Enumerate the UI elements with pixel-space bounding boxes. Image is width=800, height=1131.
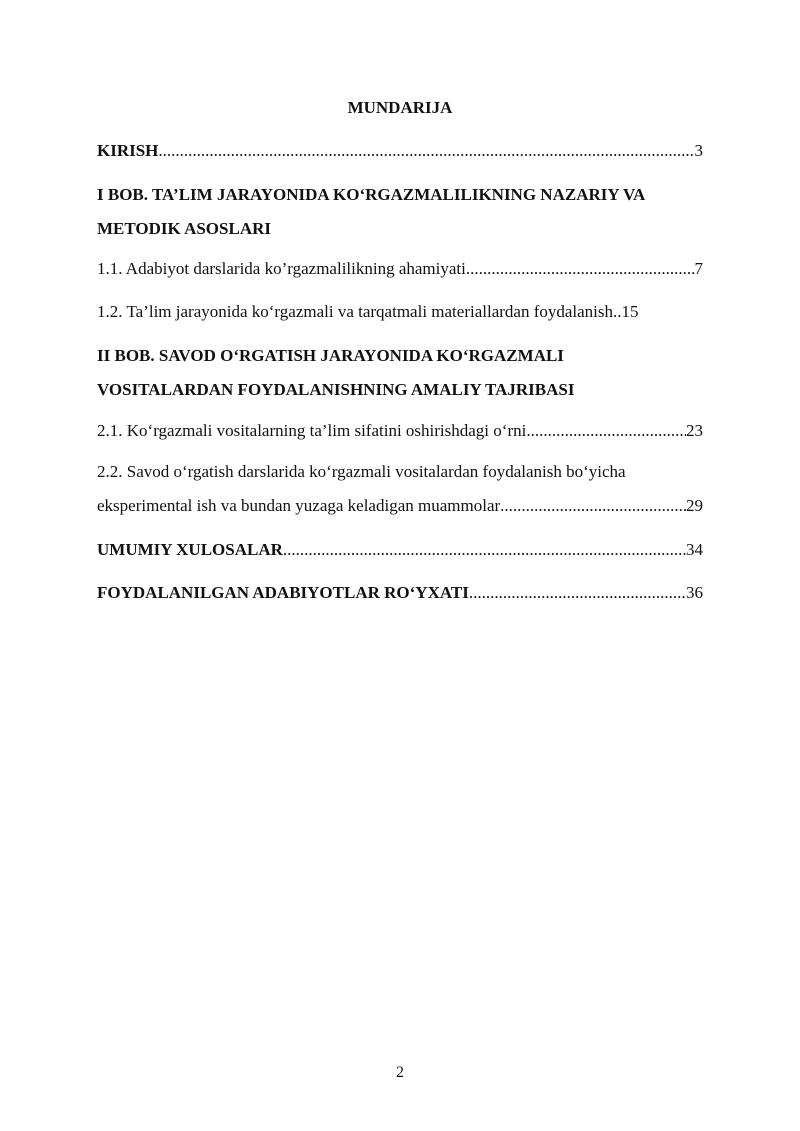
- toc-entry-conclusion[interactable]: [97, 540, 703, 564]
- dot-leader: [158, 141, 694, 161]
- toc-entry-label: 2.1. Ko‘rgazmali vositalarning ta’lim sifatini oshirishdagi o‘rni: [97, 421, 527, 440]
- toc-entry-page: 36: [686, 583, 703, 602]
- toc-entry-page: 34: [686, 540, 703, 559]
- toc-entry-kirish[interactable]: [97, 141, 703, 165]
- chapter-heading-line: II BOB. SAVOD O‘RGATISH JARAYONIDA KO‘RGAZMALI: [97, 346, 564, 365]
- toc-entry-2-2-line1[interactable]: [97, 462, 703, 482]
- page-title: MUNDARIJA: [347, 98, 453, 117]
- toc-entry-label: eksperimental ish va bundan yuzaga keladigan muammolar: [97, 496, 501, 515]
- toc-entry-label: FOYDALANILGAN ADABIYOTLAR RO‘YXATI: [97, 583, 469, 602]
- dot-leader: [283, 540, 686, 560]
- toc-entry-label: 1.1. Adabiyot darslarida ko’rgazmalilikning ahamiyati: [97, 259, 466, 278]
- toc-entry-1-1[interactable]: [97, 259, 703, 283]
- toc-chapter-2[interactable]: [97, 339, 703, 407]
- toc-entry-label: 2.2. Savod o‘rgatish darslarida ko‘rgazmali vositalardan foydalanish bo‘yicha: [97, 462, 626, 481]
- toc-entry-1-2[interactable]: [97, 302, 703, 322]
- chapter-heading-line: I BOB. TA’LIM JARAYONIDA KO‘RGAZMALILIKNING NAZARIY VA: [97, 185, 646, 204]
- toc-entry-2-1[interactable]: [97, 421, 703, 445]
- toc-entry-page: 23: [686, 421, 703, 440]
- toc-entry-page: 29: [686, 496, 703, 515]
- page-number: 2: [396, 1064, 404, 1081]
- dot-leader: [526, 421, 686, 441]
- toc-entry-label: KIRISH: [97, 141, 159, 160]
- toc-entry-references[interactable]: [97, 583, 703, 607]
- dot-leader: [500, 496, 686, 516]
- toc-entry-page: 3: [694, 141, 703, 160]
- chapter-heading-line: VOSITALARDAN FOYDALANISHNING AMALIY TAJRIBASI: [97, 380, 575, 399]
- toc-chapter-1[interactable]: [97, 178, 703, 246]
- toc-entry-2-2[interactable]: [97, 496, 703, 520]
- toc-entry-page: 7: [694, 259, 703, 278]
- dot-leader: [469, 583, 686, 603]
- toc-entry-label: 1.2. Ta’lim jarayonida ko‘rgazmali va tarqatmali materiallardan foydalanish..15: [97, 302, 639, 321]
- chapter-heading-line: METODIK ASOSLARI: [97, 219, 271, 238]
- dot-leader: [466, 259, 695, 279]
- toc-entry-label: UMUMIY XULOSALAR: [97, 540, 283, 559]
